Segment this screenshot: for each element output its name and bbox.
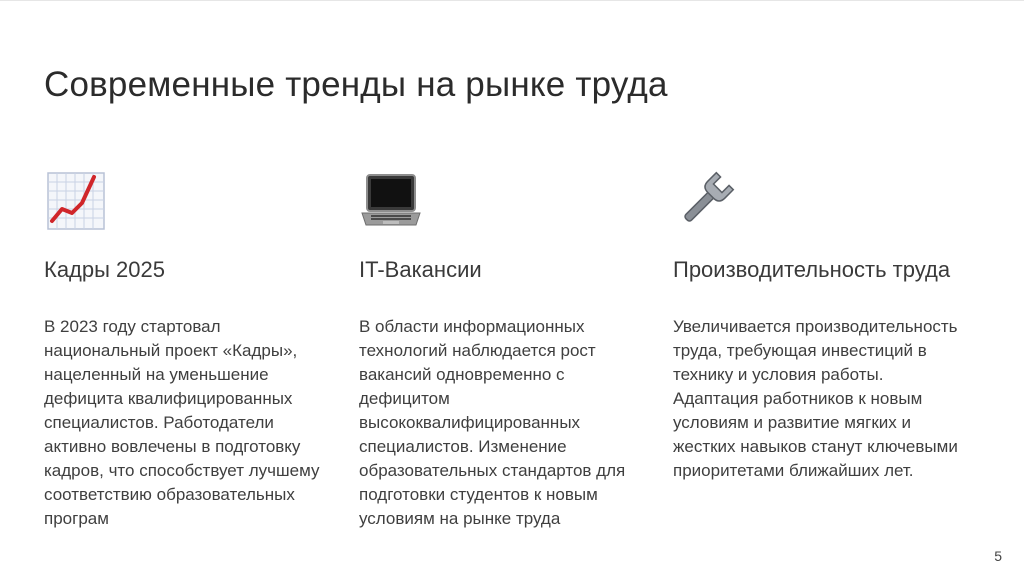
wrench-icon	[673, 169, 737, 233]
column-it-vacancies	[359, 169, 649, 531]
column-heading: IT-Вакансии	[359, 257, 482, 282]
laptop-icon	[359, 169, 423, 233]
column-productivity	[673, 169, 973, 483]
column-text: Увеличивается производительность труда, требующая инвестиций в технику и условия работы. Адаптация работников к новым условиям и развитие мягких и жестких навыков станут ключевыми приоритетами ближайших лет.	[673, 317, 958, 480]
page-number: 5	[994, 548, 1002, 564]
column-text: В области информационных технологий наблюдается рост вакансий одновременно с дефицитом высококвалифицированных специалистов. Изменение образовательных стандартов для подготовки студентов к новым условиям на рынке труда	[359, 317, 626, 528]
column-heading: Кадры 2025	[44, 257, 165, 282]
column-kadry	[44, 169, 334, 531]
column-heading: Производительность труда	[673, 257, 951, 282]
chart-increasing-icon	[44, 169, 108, 233]
column-text: В 2023 году стартовал национальный проект «Кадры», нацеленный на уменьшение дефицита квалифицированных специалистов. Работодатели активно вовлечены в подготовку кадров, что способствует лучшему соответствию образовательных програм	[44, 317, 320, 528]
slide-title: Современные тренды на рынке труда	[44, 65, 668, 104]
